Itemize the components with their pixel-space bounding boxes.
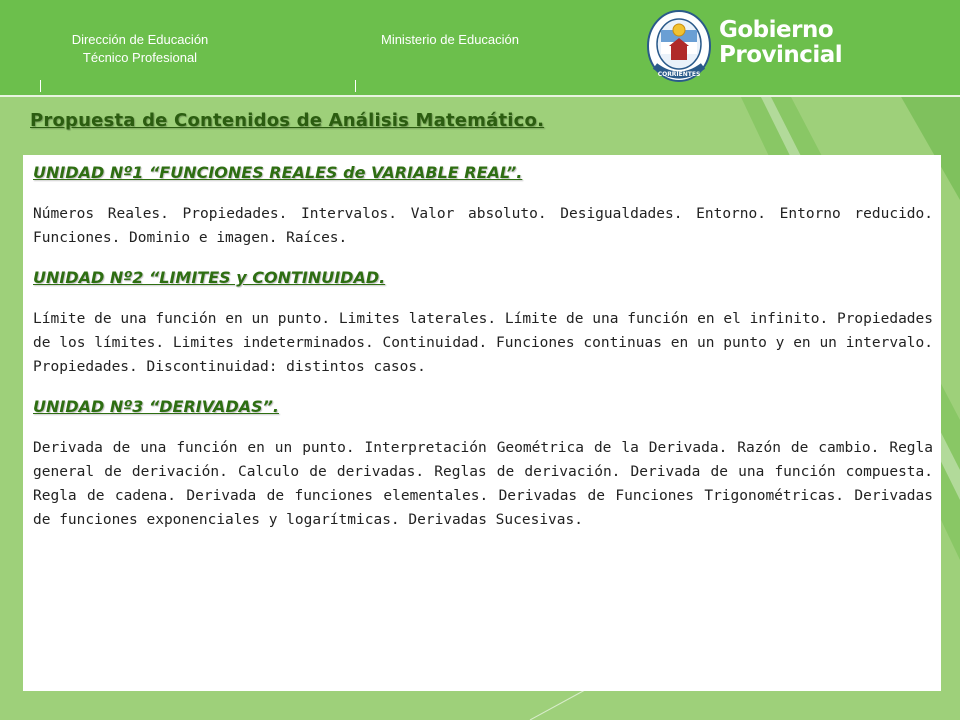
department-line-1: Dirección de Educación [71, 32, 209, 47]
logo-line-2: Provincial [719, 42, 843, 68]
logo-wordmark [719, 18, 842, 68]
corrientes-seal-icon [645, 8, 713, 84]
header-bar [0, 0, 960, 97]
unit-1-heading: UNIDAD Nº1 “FUNCIONES REALES de VARIABLE REAL”. [33, 163, 523, 182]
content-panel [23, 155, 941, 691]
ministry-name: Ministerio de Educación [380, 32, 520, 47]
unit-2-heading: UNIDAD Nº2 “LIMITES y CONTINUIDAD. [33, 268, 386, 287]
unit-2-text: Límite de una función en un punto. Limites laterales. Límite de una función en el infinito. Propiedades de los límites. Limites indeterminados. Continuidad. Funciones continuas en un punto y en un intervalo. Propiedades. Discontinuidad: distintos casos. [33, 311, 933, 375]
unit-3-heading: UNIDAD Nº3 “DERIVADAS”. [33, 397, 280, 416]
content-body [33, 163, 933, 532]
logo-line-1: Gobierno [719, 17, 834, 43]
gobierno-provincial-logo [645, 8, 945, 88]
unit-1-text: Números Reales. Propiedades. Intervalos. Valor absoluto. Desigualdades. Entorno. Entorno reducido. Funciones. Dominio e imagen. Raíces. [33, 206, 933, 246]
header-divider-tick [355, 80, 356, 92]
department-line-2: Técnico Profesional [82, 50, 198, 65]
department-name [40, 31, 240, 67]
header-divider-tick [40, 80, 41, 92]
page-title: Propuesta de Contenidos de Análisis Matemático. [30, 110, 545, 131]
seal-text: CORRIENTES [657, 71, 701, 78]
unit-3-text: Derivada de una función en un punto. Interpretación Geométrica de la Derivada. Razón de cambio. Regla general de derivación. Calculo de derivadas. Reglas de derivación. Derivada de una función compuesta. Regla de cadena. Derivada de funciones elementales. Derivadas de Funciones Trigonométricas. Derivadas de funciones exponenciales y logarítmicas. Derivadas Sucesivas. [33, 440, 933, 528]
